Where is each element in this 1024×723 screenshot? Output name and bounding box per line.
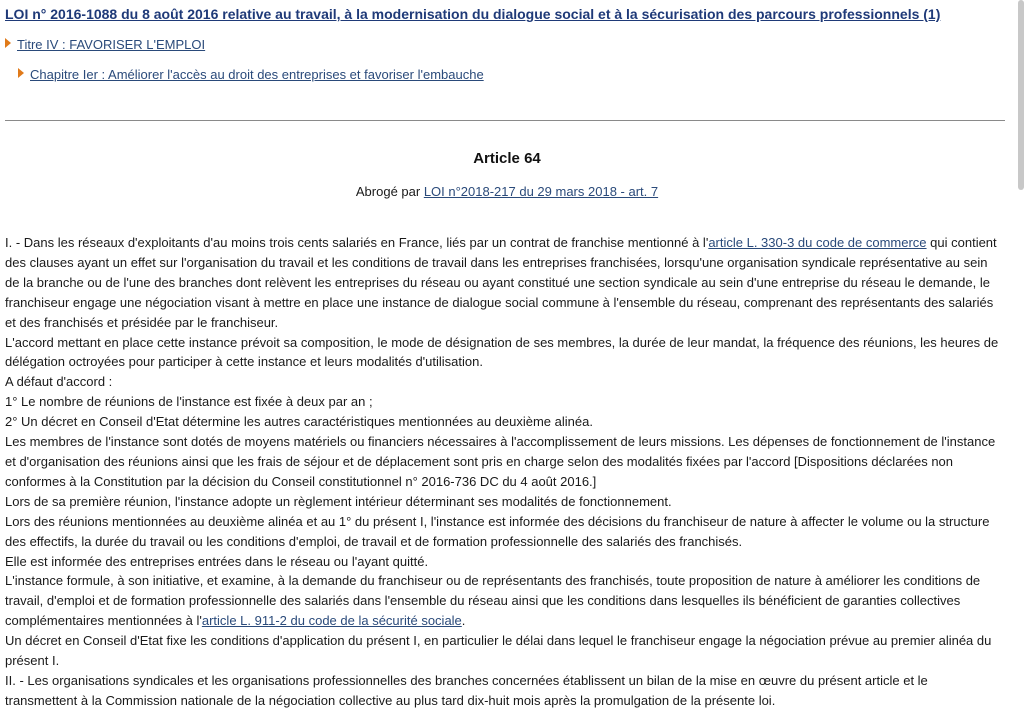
paragraph-3: A défaut d'accord : xyxy=(5,374,113,390)
paragraph-1 xyxy=(5,233,1003,333)
breadcrumb-chapitre xyxy=(18,67,484,82)
paragraph-4: 1° Le nombre de réunions de l'instance est fixée à deux par an ; xyxy=(5,394,373,410)
paragraph-7: Lors de sa première réunion, l'instance adopte un règlement intérieur déterminant ses modalités de fonctionnement. xyxy=(5,493,672,509)
p1-text-before: I. - Dans les réseaux d'exploitants d'au moins trois cents salariés en France, liés par un contrat de franchise mentionné à l' xyxy=(5,235,709,250)
horizontal-divider xyxy=(5,120,1005,121)
paragraph-10 xyxy=(5,571,1003,631)
breadcrumb-chapitre-link[interactable]: Chapitre Ier : Améliorer l'accès au droit des entreprises et favoriser l'embauche xyxy=(30,67,484,82)
abrogation-note xyxy=(0,184,1014,199)
orange-arrow-icon xyxy=(5,38,11,48)
abroge-link[interactable]: LOI n°2018-217 du 29 mars 2018 - art. 7 xyxy=(423,184,659,199)
article-l911-2-link[interactable]: article L. 911-2 du code de la sécurité sociale xyxy=(201,613,462,629)
article-body xyxy=(5,233,1003,711)
paragraph-11: Un décret en Conseil d'Etat fixe les conditions d'application du présent I, en particulier le délai dans lequel le franchiseur engage la négociation prévue au premier alinéa du présent I. xyxy=(5,633,992,669)
paragraph-6: Les membres de l'instance sont dotés de moyens matériels ou financiers nécessaires à l'accomplissement de leurs missions. Les dépenses de fonctionnement de l'instance et d'organisation des réunions ainsi que les frais de séjour et de déplacement sont pris en charge selon des modalités fixées par l'accord [Dispositions déclarées non conformes à la Constitution par la décision du Conseil constitutionnel n° 2016-736 DC du 4 août 2016.] xyxy=(5,434,996,489)
breadcrumb-titre xyxy=(5,37,205,52)
paragraph-5: 2° Un décret en Conseil d'Etat détermine les autres caractéristiques mentionnées au deuxième alinéa. xyxy=(5,414,593,430)
paragraph-9: Elle est informée des entreprises entrées dans le réseau ou l'ayant quitté. xyxy=(5,553,429,569)
abroge-prefix: Abrogé par xyxy=(355,184,424,199)
article-title: Article 64 xyxy=(473,150,541,167)
law-title-link[interactable]: LOI n° 2016-1088 du 8 août 2016 relative au travail, à la modernisation du dialogue social et à la sécurisation des parcours professionnels (1) xyxy=(5,6,941,22)
scrollbar-thumb[interactable] xyxy=(1018,0,1024,190)
orange-arrow-icon xyxy=(18,68,24,78)
paragraph-2: L'accord mettant en place cette instance prévoit sa composition, le mode de désignation de ses membres, la durée de leur mandat, la fréquence des réunions, les heures de délégation octroyées pour participer à cette instance et leurs modalités d'utilisation. xyxy=(5,334,999,370)
paragraph-12: II. - Les organisations syndicales et les organisations professionnelles des branches concernées établissent un bilan de la mise en œuvre du présent article et le transmettent à la Commission nationale de la négociation collective au plus tard dix-huit mois après la promulgation de la présente loi. xyxy=(5,672,928,708)
p10-text-before: L'instance formule, à son initiative, et examine, à la demande du franchiseur ou de représentants des franchisés, toute proposition de nature à améliorer les conditions de travail, d'emploi et de formation professionnelle des salariés dans l'ensemble du réseau ainsi que les conditions dans lesquelles ils bénéficient de garanties collectives complémentaires mentionnées à l' xyxy=(5,573,981,629)
breadcrumb-titre-link[interactable]: Titre IV : FAVORISER L'EMPLOI xyxy=(17,37,206,52)
vertical-scrollbar[interactable] xyxy=(1014,0,1024,723)
paragraph-8: Lors des réunions mentionnées au deuxième alinéa et au 1° du présent I, l'instance est informée des décisions du franchiseur de nature à affecter le volume ou la structure des effectifs, la durée du travail ou les conditions d'emploi, de travail et de formation professionnelle des salariés des franchisés. xyxy=(5,513,990,549)
p10-text-after: . xyxy=(461,613,466,629)
article-l330-3-link[interactable]: article L. 330-3 du code de commerce xyxy=(708,235,927,250)
p1-text-after: qui contient des clauses ayant un effet sur l'organisation du travail et les conditions de travail dans les entreprises franchisées, lorsqu'une organisation syndicale représentative au sein de la branche ou de l'une des branches dont relèvent les entreprises du réseau ou ayant constitué une section syndicale au sein d'une entreprise du réseau le demande, le franchiseur engage une négociation visant à mettre en place une instance de dialogue social commune à l'ensemble du réseau, comprenant des représentants des salariés et des franchisés et présidée par le franchiseur. xyxy=(5,235,997,330)
